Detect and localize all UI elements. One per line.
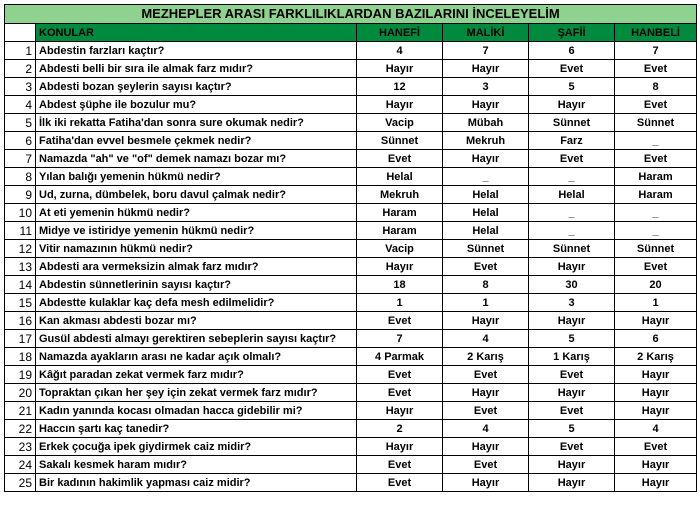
table-row bbox=[5, 132, 697, 150]
answer-maliki: 2 Karış bbox=[443, 348, 529, 366]
answer-maliki: 1 bbox=[443, 294, 529, 312]
header-row bbox=[5, 24, 697, 42]
answer-hanbeli: _ bbox=[615, 204, 697, 222]
table-row bbox=[5, 60, 697, 78]
answer-maliki: Hayır bbox=[443, 150, 529, 168]
answer-hanbeli: Hayır bbox=[615, 366, 697, 384]
row-question: Namazda ayakların arası ne kadar açık olmalı? bbox=[36, 348, 357, 366]
answer-maliki: 8 bbox=[443, 276, 529, 294]
answer-safii: Evet bbox=[529, 150, 615, 168]
row-question: Ud, zurna, dümbelek, boru davul çalmak nedir? bbox=[36, 186, 357, 204]
answer-maliki: 4 bbox=[443, 330, 529, 348]
answer-hanbeli: Hayır bbox=[615, 474, 697, 492]
row-number: 20 bbox=[5, 384, 36, 402]
madhhab-comparison-table bbox=[4, 4, 697, 492]
answer-safii: 30 bbox=[529, 276, 615, 294]
answer-maliki: Hayır bbox=[443, 438, 529, 456]
answer-safii: Hayır bbox=[529, 474, 615, 492]
row-question: Abdestin farzları kaçtır? bbox=[36, 42, 357, 60]
answer-maliki: Helal bbox=[443, 204, 529, 222]
table-row bbox=[5, 402, 697, 420]
answer-hanbeli: Haram bbox=[615, 168, 697, 186]
comparison-table-container bbox=[4, 4, 696, 492]
answer-hanbeli: 4 bbox=[615, 420, 697, 438]
answer-hanefi: Vacip bbox=[357, 240, 443, 258]
answer-hanefi: Evet bbox=[357, 150, 443, 168]
answer-hanefi: Evet bbox=[357, 384, 443, 402]
table-body bbox=[5, 42, 697, 492]
answer-hanbeli: 2 Karış bbox=[615, 348, 697, 366]
answer-hanefi: Sünnet bbox=[357, 132, 443, 150]
answer-hanefi: Hayır bbox=[357, 60, 443, 78]
answer-maliki: 3 bbox=[443, 78, 529, 96]
table-row bbox=[5, 240, 697, 258]
table-row bbox=[5, 150, 697, 168]
row-number: 6 bbox=[5, 132, 36, 150]
answer-safii: Evet bbox=[529, 402, 615, 420]
row-question: Kâğıt paradan zekat vermek farz mıdır? bbox=[36, 366, 357, 384]
answer-hanefi: Evet bbox=[357, 474, 443, 492]
table-row bbox=[5, 366, 697, 384]
header-maliki: MALİKİ bbox=[443, 24, 529, 42]
answer-hanefi: Helal bbox=[357, 168, 443, 186]
answer-safii: 5 bbox=[529, 330, 615, 348]
table-row bbox=[5, 420, 697, 438]
answer-safii: Evet bbox=[529, 438, 615, 456]
row-number: 8 bbox=[5, 168, 36, 186]
row-question: Erkek çocuğa ipek giydirmek caiz midir? bbox=[36, 438, 357, 456]
answer-safii: 3 bbox=[529, 294, 615, 312]
answer-hanefi: Vacip bbox=[357, 114, 443, 132]
answer-hanbeli: 20 bbox=[615, 276, 697, 294]
answer-hanefi: 7 bbox=[357, 330, 443, 348]
answer-hanefi: Mekruh bbox=[357, 186, 443, 204]
row-number: 21 bbox=[5, 402, 36, 420]
answer-maliki: Helal bbox=[443, 222, 529, 240]
row-number: 5 bbox=[5, 114, 36, 132]
header-topics: KONULAR bbox=[36, 24, 357, 42]
answer-hanbeli: Hayır bbox=[615, 402, 697, 420]
table-row bbox=[5, 42, 697, 60]
answer-hanefi: 18 bbox=[357, 276, 443, 294]
row-number: 18 bbox=[5, 348, 36, 366]
answer-safii: Hayır bbox=[529, 96, 615, 114]
answer-safii: Evet bbox=[529, 60, 615, 78]
answer-safii: 1 Karış bbox=[529, 348, 615, 366]
answer-hanefi: 4 Parmak bbox=[357, 348, 443, 366]
answer-hanefi: 4 bbox=[357, 42, 443, 60]
row-number: 17 bbox=[5, 330, 36, 348]
row-number: 13 bbox=[5, 258, 36, 276]
row-question: Kan akması abdesti bozar mı? bbox=[36, 312, 357, 330]
header-safii: ŞAFİİ bbox=[529, 24, 615, 42]
answer-safii: _ bbox=[529, 204, 615, 222]
row-number: 4 bbox=[5, 96, 36, 114]
row-question: Abdestin sünnetlerinin sayısı kaçtır? bbox=[36, 276, 357, 294]
row-question: Abdesti belli bir sıra ile almak farz mıdır? bbox=[36, 60, 357, 78]
answer-hanbeli: Hayır bbox=[615, 384, 697, 402]
row-number: 25 bbox=[5, 474, 36, 492]
row-number: 3 bbox=[5, 78, 36, 96]
answer-hanbeli: Evet bbox=[615, 258, 697, 276]
answer-safii: 5 bbox=[529, 420, 615, 438]
row-question: Bir kadının hakimlik yapması caiz midir? bbox=[36, 474, 357, 492]
answer-hanefi: 12 bbox=[357, 78, 443, 96]
table-row bbox=[5, 276, 697, 294]
answer-maliki: Hayır bbox=[443, 384, 529, 402]
answer-hanefi: Haram bbox=[357, 222, 443, 240]
table-title: MEZHEPLER ARASI FARKLILIKLARDAN BAZILARINI İNCELEYELİM bbox=[5, 5, 697, 24]
row-question: Haccın şartı kaç tanedir? bbox=[36, 420, 357, 438]
row-question: Yılan balığı yemenin hükmü nedir? bbox=[36, 168, 357, 186]
row-question: Abdesti ara vermeksizin almak farz mıdır? bbox=[36, 258, 357, 276]
answer-safii: 5 bbox=[529, 78, 615, 96]
table-row bbox=[5, 258, 697, 276]
row-question: Fatiha'dan evvel besmele çekmek nedir? bbox=[36, 132, 357, 150]
row-number: 19 bbox=[5, 366, 36, 384]
table-row bbox=[5, 456, 697, 474]
answer-hanbeli: Haram bbox=[615, 186, 697, 204]
answer-safii: 6 bbox=[529, 42, 615, 60]
title-row bbox=[5, 5, 697, 24]
answer-hanefi: Evet bbox=[357, 312, 443, 330]
answer-hanbeli: 6 bbox=[615, 330, 697, 348]
table-row bbox=[5, 114, 697, 132]
row-number: 14 bbox=[5, 276, 36, 294]
answer-hanbeli: _ bbox=[615, 132, 697, 150]
row-question: Namazda "ah" ve "of" demek namazı bozar mı? bbox=[36, 150, 357, 168]
answer-hanbeli: Sünnet bbox=[615, 240, 697, 258]
row-number: 22 bbox=[5, 420, 36, 438]
answer-maliki: Mübah bbox=[443, 114, 529, 132]
table-row bbox=[5, 186, 697, 204]
header-hanefi: HANEFİ bbox=[357, 24, 443, 42]
table-row bbox=[5, 474, 697, 492]
answer-hanefi: Evet bbox=[357, 366, 443, 384]
answer-hanefi: Hayır bbox=[357, 438, 443, 456]
row-number: 24 bbox=[5, 456, 36, 474]
answer-safii: Sünnet bbox=[529, 240, 615, 258]
answer-hanefi: Evet bbox=[357, 456, 443, 474]
answer-safii: Hayır bbox=[529, 258, 615, 276]
answer-safii: Helal bbox=[529, 186, 615, 204]
row-question: Vitir namazının hükmü nedir? bbox=[36, 240, 357, 258]
row-number: 9 bbox=[5, 186, 36, 204]
answer-hanbeli: _ bbox=[615, 222, 697, 240]
answer-maliki: Evet bbox=[443, 366, 529, 384]
answer-hanbeli: Hayır bbox=[615, 312, 697, 330]
answer-hanefi: Hayır bbox=[357, 402, 443, 420]
table-row bbox=[5, 168, 697, 186]
answer-safii: _ bbox=[529, 168, 615, 186]
answer-safii: Hayır bbox=[529, 312, 615, 330]
row-number: 23 bbox=[5, 438, 36, 456]
answer-hanefi: Haram bbox=[357, 204, 443, 222]
answer-hanefi: Hayır bbox=[357, 96, 443, 114]
row-number: 12 bbox=[5, 240, 36, 258]
table-row bbox=[5, 384, 697, 402]
table-row bbox=[5, 96, 697, 114]
table-row bbox=[5, 330, 697, 348]
answer-safii: Evet bbox=[529, 366, 615, 384]
answer-safii: Farz bbox=[529, 132, 615, 150]
row-question: Gusül abdesti almayı gerektiren sebeplerin sayısı kaçtır? bbox=[36, 330, 357, 348]
answer-hanbeli: Evet bbox=[615, 438, 697, 456]
table-row bbox=[5, 222, 697, 240]
table-row bbox=[5, 294, 697, 312]
answer-safii: Sünnet bbox=[529, 114, 615, 132]
row-question: Abdest şüphe ile bozulur mu? bbox=[36, 96, 357, 114]
row-number: 15 bbox=[5, 294, 36, 312]
answer-maliki: Evet bbox=[443, 258, 529, 276]
answer-hanefi: 1 bbox=[357, 294, 443, 312]
answer-maliki: _ bbox=[443, 168, 529, 186]
row-number: 10 bbox=[5, 204, 36, 222]
row-number: 16 bbox=[5, 312, 36, 330]
row-number: 7 bbox=[5, 150, 36, 168]
row-question: İlk iki rekatta Fatiha'dan sonra sure okumak nedir? bbox=[36, 114, 357, 132]
answer-maliki: 4 bbox=[443, 420, 529, 438]
answer-maliki: Mekruh bbox=[443, 132, 529, 150]
row-question: At eti yemenin hükmü nedir? bbox=[36, 204, 357, 222]
answer-hanefi: Hayır bbox=[357, 258, 443, 276]
answer-maliki: Hayır bbox=[443, 474, 529, 492]
table-row bbox=[5, 204, 697, 222]
answer-hanbeli: Evet bbox=[615, 96, 697, 114]
answer-hanbeli: Hayır bbox=[615, 456, 697, 474]
answer-hanefi: 2 bbox=[357, 420, 443, 438]
answer-maliki: 7 bbox=[443, 42, 529, 60]
row-question: Sakalı kesmek haram mıdır? bbox=[36, 456, 357, 474]
header-hanbeli: HANBELİ bbox=[615, 24, 697, 42]
answer-hanbeli: 7 bbox=[615, 42, 697, 60]
answer-hanbeli: Sünnet bbox=[615, 114, 697, 132]
answer-maliki: Sünnet bbox=[443, 240, 529, 258]
row-question: Kadın yanında kocası olmadan hacca gidebilir mi? bbox=[36, 402, 357, 420]
row-question: Abdestte kulaklar kaç defa mesh edilmelidir? bbox=[36, 294, 357, 312]
answer-maliki: Evet bbox=[443, 456, 529, 474]
answer-maliki: Hayır bbox=[443, 96, 529, 114]
row-question: Abdesti bozan şeylerin sayısı kaçtır? bbox=[36, 78, 357, 96]
answer-hanbeli: 1 bbox=[615, 294, 697, 312]
table-row bbox=[5, 438, 697, 456]
answer-safii: Hayır bbox=[529, 384, 615, 402]
row-question: Topraktan çıkan her şey için zekat vermek farz mıdır? bbox=[36, 384, 357, 402]
table-row bbox=[5, 348, 697, 366]
table-row bbox=[5, 312, 697, 330]
answer-hanbeli: Evet bbox=[615, 150, 697, 168]
row-number: 1 bbox=[5, 42, 36, 60]
answer-hanbeli: Evet bbox=[615, 60, 697, 78]
answer-maliki: Hayır bbox=[443, 60, 529, 78]
answer-maliki: Helal bbox=[443, 186, 529, 204]
answer-hanbeli: 8 bbox=[615, 78, 697, 96]
row-number: 2 bbox=[5, 60, 36, 78]
answer-safii: Hayır bbox=[529, 456, 615, 474]
answer-maliki: Hayır bbox=[443, 312, 529, 330]
row-number: 11 bbox=[5, 222, 36, 240]
header-number-cell bbox=[5, 24, 36, 42]
answer-maliki: Evet bbox=[443, 402, 529, 420]
table-row bbox=[5, 78, 697, 96]
row-question: Midye ve istiridye yemenin hükmü nedir? bbox=[36, 222, 357, 240]
answer-safii: _ bbox=[529, 222, 615, 240]
